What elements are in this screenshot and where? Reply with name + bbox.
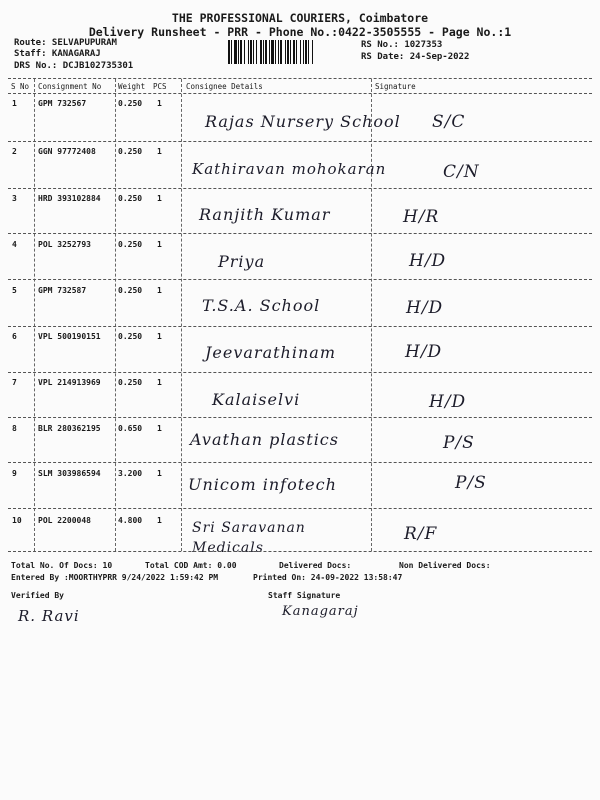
row-consignment: VPL 500190151 — [38, 332, 101, 341]
total-cod: Total COD Amt: 0.00 — [145, 561, 237, 570]
col-weight: Weight — [118, 82, 146, 91]
row-sno: 8 — [12, 424, 17, 433]
row-weight: 0.650 — [118, 424, 143, 433]
row-weight: 4.800 — [118, 516, 143, 525]
row-sno: 6 — [12, 332, 17, 341]
col-consignee: Consignee Details — [186, 82, 263, 91]
col-pcs: PCS — [153, 82, 167, 91]
row-pcs: 1 — [157, 424, 162, 433]
row-weight: 0.250 — [118, 332, 143, 341]
row-consignee: T.S.A. School — [202, 296, 321, 315]
row-pcs: 1 — [157, 378, 162, 387]
staff-handwritten-signature: Kanagaraj — [282, 604, 359, 619]
row-consignee: Kalaiselvi — [212, 390, 301, 409]
row-sno: 5 — [12, 286, 17, 295]
row-weight: 0.250 — [118, 240, 143, 249]
row-signature: H/D — [429, 392, 467, 412]
barcode — [228, 40, 315, 64]
row-pcs: 1 — [157, 286, 162, 295]
row-weight: 0.250 — [118, 99, 143, 108]
row-sno: 2 — [12, 147, 17, 156]
company-title: THE PROFESSIONAL COURIERS, Coimbatore — [171, 11, 429, 25]
row-consignment: GGN 97772408 — [38, 147, 96, 156]
row-signature: C/N — [443, 162, 480, 182]
row-sno: 7 — [12, 378, 17, 387]
row-consignee: Ranjith Kumar — [199, 205, 331, 224]
row-consignee: Rajas Nursery School — [205, 112, 401, 131]
row-pcs: 1 — [157, 469, 162, 478]
row-consignment: GPM 732587 — [38, 286, 87, 295]
row-pcs: 1 — [157, 240, 162, 249]
verified-by-label: Verified By — [11, 591, 64, 600]
row-consignee: Kathiravan mohokaran — [192, 160, 387, 178]
col-consignment: Consignment No — [38, 82, 102, 91]
rs-number: RS No.: 1027353 — [361, 40, 443, 50]
row-sno: 4 — [12, 240, 17, 249]
row-consignment: GPM 732567 — [38, 99, 87, 108]
row-weight: 0.250 — [118, 378, 143, 387]
row-signature: S/C — [432, 112, 466, 132]
row-pcs: 1 — [157, 332, 162, 341]
row-weight: 0.250 — [118, 194, 143, 203]
col-sno: S No — [11, 82, 30, 91]
row-signature: R/F — [404, 524, 438, 544]
row-consignment: BLR 280362195 — [38, 424, 101, 433]
row-sno: 10 — [12, 516, 22, 525]
row-pcs: 1 — [157, 99, 162, 108]
row-signature: P/S — [443, 433, 475, 453]
rs-date: RS Date: 24-Sep-2022 — [361, 52, 470, 62]
row-signature: H/R — [403, 207, 440, 227]
row-weight: 0.250 — [118, 147, 143, 156]
delivered-docs: Delivered Docs: — [279, 561, 352, 570]
non-delivered-docs: Non Delivered Docs: — [399, 561, 491, 570]
row-sno: 9 — [12, 469, 17, 478]
row-consignee: Sri Saravanan Medicals — [192, 520, 306, 556]
row-pcs: 1 — [157, 194, 162, 203]
drs-number: DRS No.: DCJB102735301 — [14, 61, 134, 71]
row-consignment: VPL 214913969 — [38, 378, 101, 387]
total-docs: Total No. Of Docs: 10 — [11, 561, 113, 570]
row-signature: P/S — [455, 473, 487, 493]
staff-signature-label: Staff Signature — [268, 591, 341, 600]
row-pcs: 1 — [157, 147, 162, 156]
row-sno: 3 — [12, 194, 17, 203]
col-signature: Signature — [375, 82, 416, 91]
row-pcs: 1 — [157, 516, 162, 525]
row-consignee: Jeevarathinam — [205, 343, 336, 362]
row-sno: 1 — [12, 99, 17, 108]
runsheet-title: Delivery Runsheet - PRR - Phone No.:0422-3505555 - Page No.:1 — [88, 25, 512, 39]
row-consignee: Avathan plastics — [190, 430, 339, 449]
route-label: Route: SELVAPUPURAM — [14, 38, 117, 48]
row-consignee: Unicom infotech — [188, 475, 337, 494]
row-consignment: SLM 303986594 — [38, 469, 101, 478]
row-signature: H/D — [409, 251, 447, 271]
printed-on: Printed On: 24-09-2022 13:58:47 — [253, 573, 403, 582]
row-weight: 3.200 — [118, 469, 143, 478]
row-weight: 0.250 — [118, 286, 143, 295]
entered-by: Entered By :MOORTHYPRR 9/24/2022 1:59:42 PM — [11, 573, 219, 582]
verified-signature: R. Ravi — [18, 607, 80, 625]
row-consignee: Priya — [218, 252, 266, 271]
row-signature: H/D — [405, 342, 443, 362]
row-consignment: POL 2200048 — [38, 516, 91, 525]
staff-label: Staff: KANAGARAJ — [14, 49, 101, 59]
row-signature: H/D — [406, 298, 444, 318]
row-consignment: POL 3252793 — [38, 240, 91, 249]
row-consignment: HRD 393102884 — [38, 194, 101, 203]
